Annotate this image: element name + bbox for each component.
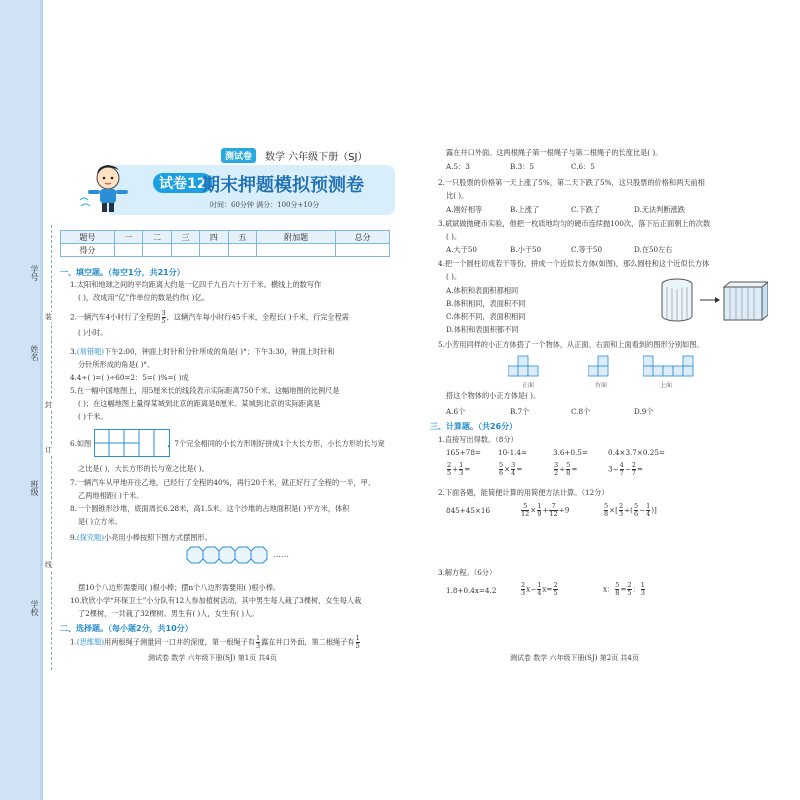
- q5-line2: ( )；在这幅地图上量得某城到北京的距离是8厘米。某城到北京的实际距离是: [78, 399, 321, 408]
- score-header: 二: [143, 231, 171, 244]
- choice1-line2: 露在井口外面。这两根绳子第一根绳子与第二根绳子的长度比是( )。: [446, 148, 663, 157]
- calc3-title: 3.解方程。（6分）: [438, 568, 497, 577]
- q4-line: 4.4÷( )=( )÷60=2：5=( )%=( )成: [70, 373, 189, 382]
- score-row-label: 得分: [61, 244, 115, 257]
- choice3-opt-c: C.等于50: [571, 245, 603, 254]
- paper-number: 试卷12: [153, 173, 212, 193]
- q7-line1: 7.一辆汽车从甲地开往乙地，已经行了全程的40%，再行20千米，就正好行了全程的一半，甲、: [70, 478, 376, 487]
- calc2-item-frac: $\frac{5}{12}$ × $\frac{1}{9}$ + $\frac{7}{12}$ ÷9: [521, 502, 570, 518]
- q9-line2: 摆10个八边形需要用( )根小棒；摆n个八边形需要用( )根小棒。: [78, 583, 281, 592]
- choice2-line2: 比( )。: [446, 191, 469, 200]
- student-name-label: 姓名: [30, 345, 39, 361]
- page-2: [430, 148, 778, 665]
- top-view-figure: [643, 354, 703, 378]
- cut-mark: 装: [45, 313, 52, 321]
- choice1-opt-c: C.6：5: [571, 162, 595, 171]
- choice1-opt-a: A.5：3: [446, 162, 470, 171]
- choice4-opt-b: B.体积相同，表面积不同: [446, 299, 526, 308]
- score-header: 三: [171, 231, 199, 244]
- choice4-opt-d: D.体积和表面积都不同: [446, 325, 519, 334]
- q1-line1: 1.太阳和地球之间的平均距离大约是一亿四千九百六十万千米。横线上的数写作: [70, 280, 322, 289]
- score-cell[interactable]: [143, 244, 171, 257]
- school-label: 学校: [30, 600, 39, 616]
- rectangles-figure: [94, 429, 170, 457]
- q5-line1: 5.在一幅中国地图上，用5厘米长的线段表示实际距离750千米。这幅地图的比例尺是: [70, 386, 340, 395]
- score-table: [60, 230, 390, 257]
- choice4-line1: 4.把一个圆柱切成若干等份，拼成一个近似长方体(如图)，那么圆柱和这个近似长方体: [438, 259, 710, 268]
- right-view-label: 右面: [595, 382, 608, 389]
- score-header: 一: [114, 231, 142, 244]
- test-badge: 测试卷: [221, 148, 256, 163]
- section-fill-blank: 一、填空题。（每空1分，共21分）: [60, 268, 185, 277]
- cut-mark: 订: [45, 446, 52, 454]
- score-header: 附加题: [257, 231, 336, 244]
- equation-1: 1.8+0.4x=4.2: [446, 586, 497, 595]
- student-id-label: 学号: [30, 265, 39, 281]
- exam-title: 期末押题模拟预测卷: [202, 175, 364, 196]
- choice2-opt-b: B.上涨了: [510, 205, 540, 214]
- subject-label: 数学 六年级下册（SJ）: [265, 152, 368, 163]
- score-cell[interactable]: [200, 244, 228, 257]
- binding-strip: [0, 0, 40, 800]
- choice4-line2: ( )。: [446, 272, 462, 281]
- equation-2: $\frac{2}{3}$ x− $\frac{1}{4}$ x= $\frac{2}{5}$: [521, 581, 558, 597]
- front-view-figure: [508, 354, 548, 378]
- choice5-opt-a: A.6个: [446, 407, 466, 416]
- front-view-label: 正面: [522, 382, 535, 389]
- q7-line2: 乙两地相距( )千米。: [78, 491, 144, 500]
- calc1-frac-sub: 3− $\frac{4}{7}$ − $\frac{2}{7}$ =: [608, 461, 643, 477]
- q5-line3: ( )千米。: [78, 412, 108, 421]
- q2-line2: ( )小时。: [78, 328, 108, 337]
- section-calculation: 三、计算题。（共26分）: [430, 422, 518, 431]
- exam-header: [60, 140, 400, 225]
- equation-3: x： $\frac{5}{8}$ = $\frac{2}{5}$ ： $\frac{1}{3}$: [603, 581, 645, 597]
- score-cell[interactable]: [228, 244, 256, 257]
- page2-footer: 测试卷 数学 六年级下册(SJ) 第2页 共4页: [510, 654, 639, 662]
- fraction-1-3: $\frac{1}{3}$: [255, 634, 261, 650]
- choice5-line2: 搭这个物体的小正方体是( )。: [446, 391, 541, 400]
- choice2-opt-a: A.刚好相等: [446, 205, 483, 214]
- cut-mark: 封: [45, 401, 52, 409]
- score-cell[interactable]: [114, 244, 142, 257]
- choice5-opt-c: C.8个: [571, 407, 591, 416]
- time-info: 时间：60分钟 满分：100分+10分: [210, 201, 320, 209]
- score-cell[interactable]: [257, 244, 336, 257]
- calc1-frac-mul: $\frac{5}{6}$ × $\frac{3}{4}$ =: [499, 461, 523, 477]
- choice4-opt-a: A.体积和表面积都相同: [446, 286, 519, 295]
- calc1-frac-add: $\frac{2}{5}$ + $\frac{1}{3}$ =: [447, 461, 471, 477]
- cylinder-cuboid-figure: [660, 278, 768, 324]
- q10-line2: 了2棵树，一共栽了32棵树。男生有( )人，女生有( )人。: [78, 609, 259, 618]
- score-header: 总分: [336, 231, 390, 244]
- fraction-1-5: $\frac{1}{5}$: [355, 634, 360, 650]
- choice4-opt-c: C.体积不同，表面积相同: [446, 312, 526, 321]
- q1-line2: ( )，改成用“亿”作单位的数是约作( )亿。: [78, 293, 209, 302]
- score-header: 题号: [61, 231, 115, 244]
- choice3-opt-d: D.在50左右: [634, 245, 673, 254]
- q10-line1: 10.欣欣小学“环保卫士”小分队有12人参加植树活动，其中男生每人栽了3棵树，女生每人栽: [70, 596, 362, 605]
- score-header: 五: [228, 231, 256, 244]
- calc2-item: 845+45×16: [446, 506, 491, 515]
- choice1-line1: 1.(思维题)用两根绳子测量同一口井的深度，第一根绳子有 $\frac{1}{3}$ 露在井口外面，第二根绳子有 $\frac{1}{5}$: [70, 634, 360, 650]
- calc1-title: 1.直接写出得数。（8分）: [438, 435, 518, 444]
- q8-line2: 是( )立方米。: [78, 517, 122, 526]
- choice2-opt-d: D.无法判断涨跌: [634, 205, 685, 214]
- score-cell[interactable]: [171, 244, 199, 257]
- choice5-line1: 5.小芳用同样的小正方体搭了一个物体，从正面、右面和上面看到的图形分别如图。: [438, 340, 704, 349]
- score-header: 四: [200, 231, 228, 244]
- binding-edge: [40, 0, 43, 800]
- calc2-item-bracket: $\frac{5}{8}$ ×[ $\frac{2}{3}$ ÷( $\frac{5}{6}$ − $\frac{1}{4}$ )]: [604, 502, 657, 518]
- section-choice: 二、选择题。（每小题2分，共10分）: [60, 624, 193, 633]
- calc1-item: 165+78=: [446, 448, 481, 457]
- q6-line1: 6.如图 ，7个完全相同的小长方形刚好拼成1个大长方形，小长方形的长与宽: [70, 439, 385, 448]
- q2-line1: 2.一辆汽车4小时行了全程的 $\frac{3}{5}$ ，这辆汽车每小时行45千米，全程长( )千米，行完全程需: [70, 309, 349, 325]
- choice5-opt-b: B.7个: [510, 407, 530, 416]
- choice2-opt-c: C.下跌了: [571, 205, 601, 214]
- choice5-opt-d: D.9个: [634, 407, 654, 416]
- mascot-icon: [78, 160, 133, 215]
- fraction-3-5: $\frac{3}{5}$: [161, 309, 166, 325]
- class-label: 班级: [30, 480, 39, 496]
- page-1: [60, 140, 400, 665]
- svg-text:……: ……: [273, 550, 289, 559]
- q6-line2: 之比是( )，大长方形的长与宽之比是( )。: [78, 464, 209, 473]
- score-cell[interactable]: [336, 244, 390, 257]
- calc1-frac-div: $\frac{3}{2}$ ÷ $\frac{5}{8}$ =: [554, 461, 578, 477]
- cut-mark: 线: [45, 561, 52, 569]
- calc1-item: 10-1.4=: [498, 448, 528, 457]
- choice3-line1: 3.斌斌做抛硬币实验，他把一枚质地均匀的硬币连续抛100次，落下后正面朝上的次数: [438, 219, 711, 228]
- top-view-label: 上面: [660, 382, 673, 389]
- choice1-opt-b: B.3：5: [510, 162, 534, 171]
- q3-line2: 分针所形成的角是( )°。: [78, 360, 155, 369]
- calc1-item: 0.4×3.7×0.25=: [608, 448, 665, 457]
- calc1-item: 3.6+0.5=: [553, 448, 588, 457]
- choice2-line1: 2.一只股票的价格第一天上涨了5%，第二天下跌了5%，这只股票的价格和两天前相: [438, 178, 705, 187]
- octagon-figure: [186, 545, 296, 565]
- calc2-title: 2.下面各题，能简便计算的用简便方法计算。（12分）: [438, 488, 609, 497]
- q3-line1: 3.(易错题)下午2:00，钟面上时针和分针所成的角是( )°；下午3:30，钟面上时针和: [70, 347, 335, 356]
- right-view-figure: [588, 354, 618, 378]
- q8-line1: 8.一个圆锥形沙堆，底面周长6.28米，高1.5米。这个沙堆的占地面积是( )平方米，体积: [70, 504, 350, 513]
- q9-line1: 9.(探究题)小亮用小棒按照下图方式摆图形。: [70, 533, 212, 542]
- page1-footer: 测试卷 数学 六年级下册(SJ) 第1页 共4页: [148, 654, 277, 662]
- choice3-opt-a: A.大于50: [446, 245, 477, 254]
- choice3-opt-b: B.小于50: [510, 245, 542, 254]
- choice3-line2: ( )。: [446, 232, 462, 241]
